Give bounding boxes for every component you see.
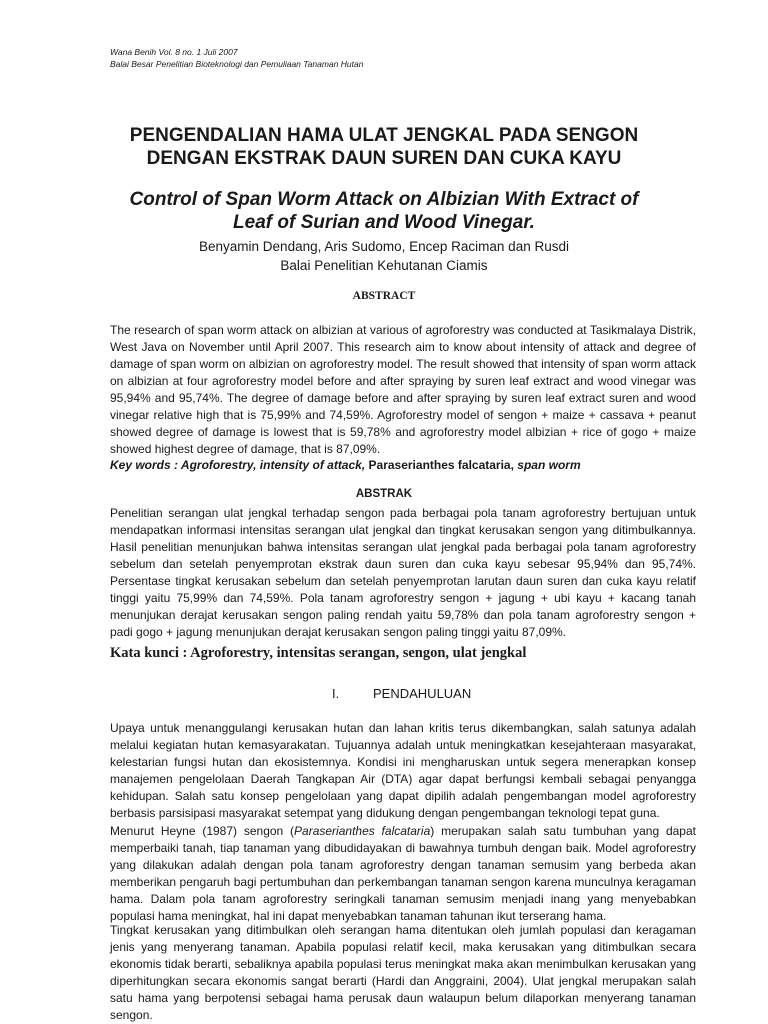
para2-intro: Menurut Heyne (1987) sengon ( <box>110 824 295 838</box>
english-keywords <box>110 458 710 472</box>
abstrak-heading: ABSTRAK <box>355 488 413 500</box>
para2-rest: ) merupakan salah satu tumbuhan yang dapat memperbaiki tanah, tiap tanaman yang dibudidayakan di bawahnya tumbuh dengan baik. Model agroforestry yang dilakukan adalah dengan pola tanam agroforestry dengan tanaman semusim yang berbeda akan memberikan pengaruh bagi pertumbuhan dan perkembangan tanaman sengon karena munculnya keragaman hama. Dalam pola tanam agroforestry seringkali tanaman semusim menjadi inang yang menyebabkan populasi hama meningkat, hal ini dapat menyebabkan tanaman tahunan ikut terserang hama. <box>110 824 696 923</box>
keywords-part-1: Agroforestry, intensity of attack, <box>180 458 366 472</box>
keywords-label: Key words : <box>110 458 179 472</box>
body-paragraph-1: Upaya untuk menanggulangi kerusakan hutan dan lahan kritis terus dikembangkan, salah satunya adalah melalui kegiatan hutan kemasyarakatan. Tujuannya adalah untuk meningkatkan kesejahteraan masyarakat, kelestarian fungsi hutan dan ekosistemnya. Kondisi ini mengharuskan untuk segera menerapkan konsep manajemen pengelolaan Daerah Tangkapan Air (DTA) agar dapat berfungsi kembali sebagai penyangga kehidupan. Salah satu konsep pengelolaan yang dapat dipilih adalah pengembangan model agroforestry berbasis parsisipasi masyarakat setempat yang didukung dengan pengembangan teknologi tepat guna. <box>110 721 696 820</box>
section-title: PENDAHULUAN <box>373 686 472 701</box>
indonesian-title-line-1: PENGENDALIAN HAMA ULAT JENGKAL PADA SENGON <box>129 125 639 146</box>
author-names: Benyamin Dendang, Aris Sudomo, Encep Raciman dan Rusdi <box>199 239 569 254</box>
author-affiliation: Balai Penelitian Kehutanan Ciamis <box>280 258 488 273</box>
keywords-part-3: span worm <box>517 458 581 472</box>
journal-line: Wana Benih Vol. 8 no. 1 Juli 2007 <box>110 47 238 57</box>
body-paragraph-3: Tingkat kerusakan yang ditimbulkan oleh serangan hama ditentukan oleh jumlah populasi dan keragaman jenis yang menyerang tanaman. Apabila populasi relatif kecil, maka kerusakan yang ditimbulkan secara ekonomis tidak berarti, sebaliknya apabila populasi terus meningkat maka akan menimbulkan kerusakan yang diperhitungkan secara ekonomis sangat berarti (Hardi dan Anggraini, 2004). Ulat jengkal merupakan salah satu hama yang berpotensi sebagai hama perusak daun walaupun belum dilaporkan menyerang tanaman sengon. <box>110 923 696 1022</box>
indonesian-title-line-2: DENGAN EKSTRAK DAUN SUREN DAN CUKA KAYU <box>146 148 622 169</box>
institution-line: Balai Besar Penelitian Bioteknologi dan Pemuliaan Tanaman Hutan <box>110 59 364 69</box>
abstrak-text: Penelitian serangan ulat jengkal terhadap sengon pada berbagai pola tanam agroforestry bertujuan untuk mendapatkan informasi intensitas serangan ulat jengkal dan tingkat kerusakan sengon yang ditimbulkannya. Hasil penelitian menunjukan bahwa intensitas serangan ulat jengkal pada berbagai pola tanam agroforestry sebelum dan setelah penyemprotan ekstrak daun suren dan cuka kayu sebesar 95,94% dan 95,74%. Persentase tingkat kerusakan sebelum dan setelah penyemprotan larutan daun suren dan cuka kayu relatif tinggi yaitu 75,99% dan 74,59%. Pola tanam agroforestry sengon + jagung + ubi kayu + kacang tanah menunjukan derajat kerusakan sengon paling rendah yaitu 59,78% dan pola tanam agroforestry sengon + padi gogo + jagung menunjukan derajat kerusakan sengon paling tinggi yaitu 87,09%. <box>110 506 696 639</box>
abstract-text: The research of span worm attack on albizian at various of agroforestry was conducted at Tasikmalaya Distrik, West Java on November until April 2007. This research aim to know about intensity of attack and degree of damage of span worm on albizian on agroforestry model. The result showed that intensity of span worm attack on albizian at four agroforestry model before and after spraying by suren leaf extract and wood vinegar was 95,94% and 95,74%. The degree of damage before and after spraying by suren leaf extract suren and wood vinegar relative high that is 75,99% and 74,59%. Agroforestry model of sengon + maize + cassava + peanut showed degree of damage is lowest that is 59,78% and agroforestry model albizian + rice of gogo + maize showed highest degree of damage, that is 87,09%. <box>110 323 696 456</box>
body-paragraph-2 <box>110 823 696 925</box>
abstract-heading: ABSTRACT <box>352 290 416 302</box>
journal-header <box>110 46 363 70</box>
indonesian-title <box>60 124 708 170</box>
section-number: I. <box>332 686 340 701</box>
english-title <box>60 188 708 234</box>
indonesian-keywords: Kata kunci : Agroforestry, intensitas serangan, sengon, ulat jengkal <box>110 645 527 661</box>
species-name: Paraserianthes falcataria <box>294 824 431 838</box>
english-title-line-2: Leaf of Surian and Wood Vinegar. <box>233 212 535 233</box>
keywords-part-2: Paraserianthes falcataria, <box>368 458 514 472</box>
english-title-line-1: Control of Span Worm Attack on Albizian With Extract of <box>129 189 639 210</box>
author-block <box>60 237 708 275</box>
